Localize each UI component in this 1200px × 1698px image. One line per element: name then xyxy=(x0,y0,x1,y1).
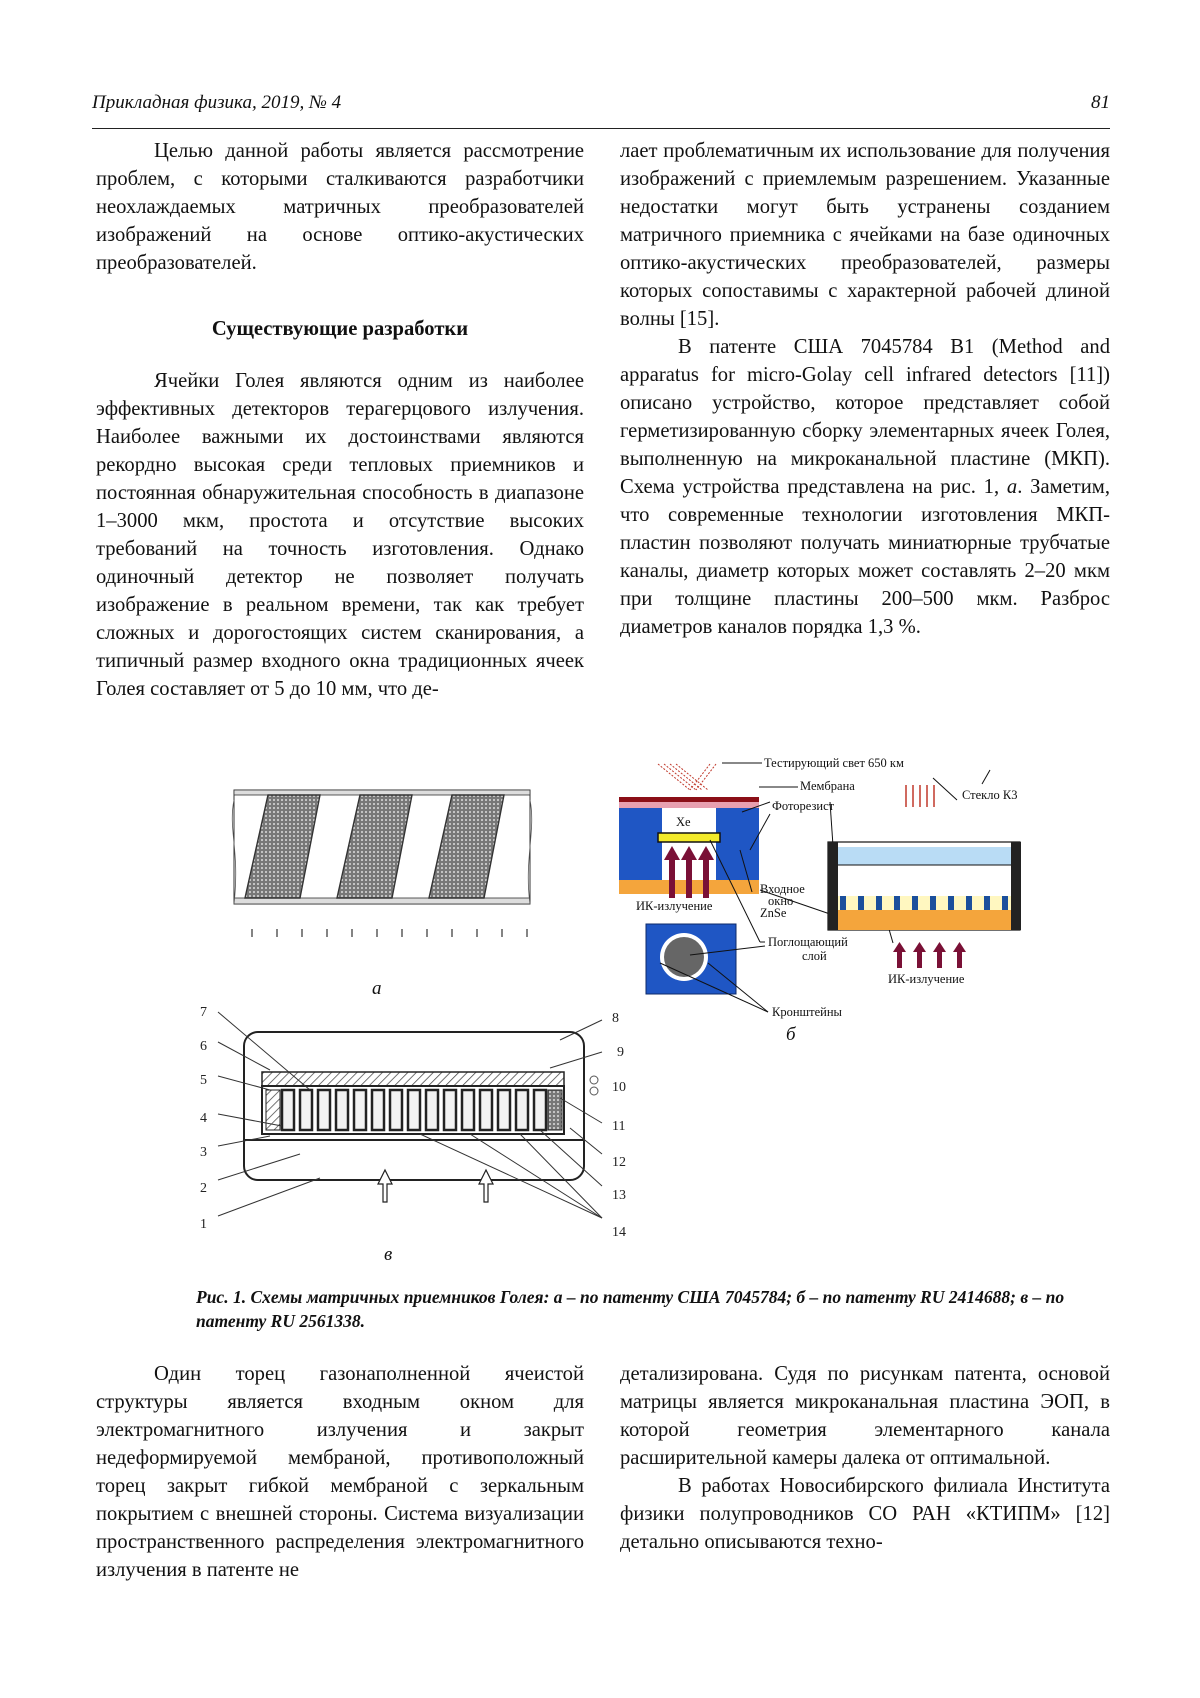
ir-arrows-right xyxy=(893,942,966,968)
callout-14: 14 xyxy=(612,1225,626,1240)
panel-a-diagram xyxy=(232,790,531,937)
callout-5: 5 xyxy=(200,1073,207,1088)
column-left-top xyxy=(96,137,584,703)
label-absorbing: Поглощающий xyxy=(768,935,848,949)
header-rule xyxy=(92,128,1110,129)
label-ir-left: ИК-излучение xyxy=(636,899,713,913)
label-absorbing-2: слой xyxy=(802,949,827,963)
test-light-arrows-right xyxy=(906,785,934,807)
channel-cells xyxy=(282,1090,546,1130)
callout-7: 7 xyxy=(200,1005,207,1020)
ir-arrows-left xyxy=(664,846,714,898)
paragraph-continued: лает проблематичным их использование для получения изображений с приемлемым разрешением. Указанные недостатки могут быть устранены созданием матричного приемника с ячейками на базе одиночных оптико-акустических преобразователей, размеры которых сопоставимы с характерной рабочей длиной волны [15]. xyxy=(620,140,1110,330)
label-entrance-window-2: окно xyxy=(768,894,794,908)
label-glass: Стекло К3 xyxy=(962,788,1018,802)
label-xe: Xe xyxy=(676,815,691,829)
paragraph-golay-cells: Ячейки Голея являются одним из наиболее эффективных детекторов терагерцового излучения. Наиболее важными их достоинствами являются рекордно высокая среди тепловых приемников и постоянная обнаружительная способность в диапазоне 1–3000 мкм, простота и отсутствие высоких требований на точность изготовления. Однако одиночный детектор не позволяет получать изображение в реальном времени, так как требует сложных и дорогостоящих систем сканирования, а типичный размер входного окна традиционных ячеек Голея составляет от 5 до 10 мм, что де- xyxy=(96,370,584,700)
journal-title: Прикладная физика, 2019, № 4 xyxy=(92,92,342,113)
callout-11: 11 xyxy=(612,1119,626,1134)
column-right-bottom xyxy=(620,1360,1110,1556)
callout-13: 13 xyxy=(612,1188,626,1203)
running-head xyxy=(92,90,1110,118)
column-right-top xyxy=(620,137,1110,641)
callout-1: 1 xyxy=(200,1217,207,1232)
column-left-bottom xyxy=(96,1360,584,1584)
paragraph-goal: Целью данной работы является рассмотрение проблем, с которыми сталкиваются разработчики неохлаждаемых матричных преобразователей изображений на основе оптико-акустических преобразователей. xyxy=(96,140,584,274)
callout-9: 9 xyxy=(617,1045,624,1060)
label-membrane: Мембрана xyxy=(800,779,855,793)
callout-3: 3 xyxy=(200,1145,207,1160)
figure-1 xyxy=(0,750,1200,1270)
label-entrance-window: Входное xyxy=(760,882,805,896)
paragraph-novosibirsk: В работах Новосибирского филиала Института физики полупроводников СО РАН «КТИПМ» [12] детально описываются техно- xyxy=(620,1475,1110,1553)
panel-v-diagram xyxy=(200,1005,626,1240)
figure-caption: Рис. 1. Схемы матричных приемников Голея: а – по патенту США 7045784; б – по патенту RU 2414688; в – по патенту RU 2561338. xyxy=(196,1287,1065,1331)
callout-10: 10 xyxy=(612,1080,626,1095)
text-span: . Заметим, что современные технологии изготовления МКП-пластин позволяют получать миниатюрные трубчатые каналы, диаметр которых может составлять 2–20 мкм при толщине пластины 200–500 мкм. Разброс диаметров каналов порядка 1,3 %. xyxy=(620,476,1110,638)
label-ir-right: ИК-излучение xyxy=(888,972,965,986)
callout-12: 12 xyxy=(612,1155,626,1170)
callout-2: 2 xyxy=(200,1181,207,1196)
panel-v-label: в xyxy=(384,1244,393,1265)
panel-a-label: а xyxy=(372,978,382,999)
paragraph-us-patent xyxy=(620,333,1110,641)
label-photoresist: Фоторезист xyxy=(772,799,835,813)
callout-6: 6 xyxy=(200,1039,207,1054)
panel-b-diagram xyxy=(619,756,1021,1019)
callout-4: 4 xyxy=(200,1111,207,1126)
page-number: 81 xyxy=(1091,92,1110,113)
panel-b-label: б xyxy=(786,1024,796,1045)
label-brackets: Кронштейны xyxy=(772,1005,842,1019)
figure-drawing xyxy=(0,750,1200,1280)
section-title: Существующие разработки xyxy=(211,318,469,340)
paragraph-continued-bottom: детализирована. Судя по рисункам патента, основой матрицы является микроканальная пластина ЭОП, в которой геометрия элементарного канала расширительной камеры далека от оптимальной. xyxy=(620,1363,1110,1469)
test-light-rays xyxy=(658,764,716,790)
text-span: В патенте США 7045784 B1 (Method and apparatus for micro-Golay cell infrared detectors [11]) описано устройство, которое представляет собой герметизированную сборку элементарных ячеек Голея, выполненную на микроканальной пластине (МКП). Схема устройства представлена на рис. 1, xyxy=(620,336,1110,498)
paragraph-gas-cell: Один торец газонаполненной ячеистой структуры является входным окном для электромагнитного излучения и закрыт недеформируемой мембраной, противоположный торец закрыт гибкой мембраной с зеркальным покрытием с внешней стороны. Система визуализации пространственного распределения электромагнитного излучения в патенте не xyxy=(96,1363,584,1581)
label-test-light: Тестирующий свет 650 км xyxy=(764,756,904,770)
callout-8: 8 xyxy=(612,1011,619,1026)
figure-ref-italic: а xyxy=(1006,476,1018,498)
label-znse: ZnSe xyxy=(760,906,787,920)
cell-array xyxy=(838,896,1011,910)
